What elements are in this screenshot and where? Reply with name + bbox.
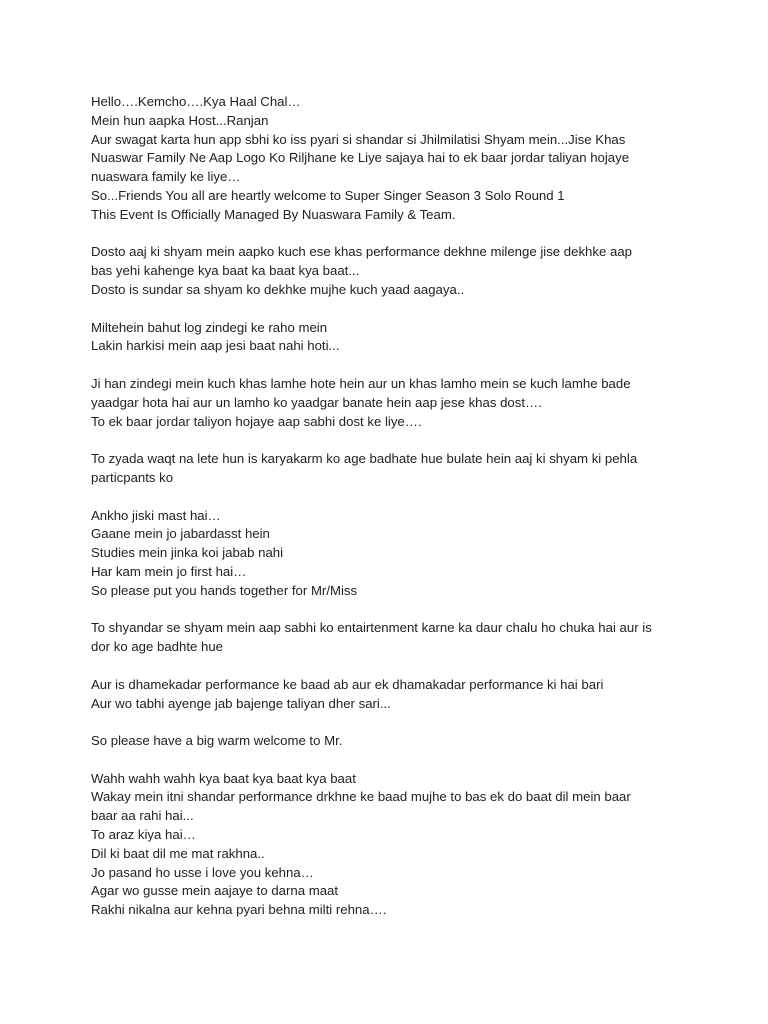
text-line: Agar wo gusse mein aajaye to darna maat xyxy=(91,883,339,899)
text-line: Studies mein jinka koi jabab nahi xyxy=(91,545,284,561)
text-line: Jo pasand ho usse i love you kehna… xyxy=(91,864,314,880)
text-line: Dil ki baat dil me mat rakhna.. xyxy=(91,845,265,861)
text-line: Rakhi nikalna aur kehna pyari behna milti rehna…. xyxy=(91,902,387,918)
text-line: Mein hun aapka Host...Ranjan xyxy=(91,112,269,128)
paragraph-shayari xyxy=(91,770,688,920)
text-line: Gaane mein jo jabardasst hein xyxy=(91,526,270,542)
text-line: Dosto aaj ki shyam mein aapko kuch ese khas performance dekhne milenge jise dekhke aap xyxy=(91,244,632,260)
text-line: bas yehi kahenge kya baat ka baat kya baat... xyxy=(91,263,360,279)
document-body xyxy=(91,93,688,920)
paragraph-dhamakadar xyxy=(91,676,688,714)
text-line: particpants ko xyxy=(91,469,174,485)
paragraph-entertainment xyxy=(91,619,688,657)
text-line: nuaswara family ke liye… xyxy=(91,169,241,185)
text-line: Lakin harkisi mein aap jesi baat nahi hoti... xyxy=(91,338,340,354)
paragraph-dosto xyxy=(91,243,688,299)
text-line: So...Friends You all are heartly welcome to Super Singer Season 3 Solo Round 1 xyxy=(91,187,565,203)
paragraph-first-participant xyxy=(91,450,688,488)
text-line: So please have a big warm welcome to Mr. xyxy=(91,733,343,749)
text-line: Wahh wahh wahh kya baat kya baat kya baat xyxy=(91,770,356,786)
text-line: Hello….Kemcho….Kya Haal Chal… xyxy=(91,94,301,109)
text-line: Aur is dhamekadar performance ke baad ab aur ek dhamakadar performance ki hai bari xyxy=(91,676,604,692)
paragraph-couplet xyxy=(91,319,688,357)
paragraph-ankho xyxy=(91,507,688,601)
paragraph-lamhe xyxy=(91,375,688,431)
text-line: Har kam mein jo first hai… xyxy=(91,563,247,579)
text-line: baar aa rahi hai... xyxy=(91,808,194,824)
text-line: Ji han zindegi mein kuch khas lamhe hote hein aur un khas lamho mein se kuch lamhe bade xyxy=(91,375,631,391)
text-line: Aur wo tabhi ayenge jab bajenge taliyan dher sari... xyxy=(91,695,391,711)
text-line: Nuaswar Family Ne Aap Logo Ko Riljhane ke Liye sajaya hai to ek baar jordar taliyan hojaye xyxy=(91,150,630,166)
paragraph-welcome xyxy=(91,732,688,751)
text-line: So please put you hands together for Mr/Miss xyxy=(91,582,358,598)
text-line: This Event Is Officially Managed By Nuaswara Family & Team. xyxy=(91,206,456,222)
text-line: To shyandar se shyam mein aap sabhi ko entairtenment karne ka daur chalu ho chuka hai aur is xyxy=(91,620,652,636)
text-line: Ankho jiski mast hai… xyxy=(91,507,221,523)
paragraph-introduction xyxy=(91,93,688,225)
text-line: Dosto is sundar sa shyam ko dekhke mujhe kuch yaad aagaya.. xyxy=(91,281,465,297)
text-line: dor ko age badhte hue xyxy=(91,639,223,655)
text-line: Aur swagat karta hun app sbhi ko iss pyari si shandar si Jhilmilatisi Shyam mein...Jise Khas xyxy=(91,131,626,147)
text-line: Wakay mein itni shandar performance drkhne ke baad mujhe to bas ek do baat dil mein baar xyxy=(91,789,631,805)
text-line: Miltehein bahut log zindegi ke raho mein xyxy=(91,319,328,335)
text-line: To zyada waqt na lete hun is karyakarm ko age badhate hue bulate hein aaj ki shyam ki pehla xyxy=(91,451,638,467)
text-line: yaadgar hota hai aur un lamho ko yaadgar banate hein aap jese khas dost…. xyxy=(91,394,542,410)
text-line: To araz kiya hai… xyxy=(91,827,196,843)
text-line: To ek baar jordar taliyon hojaye aap sabhi dost ke liye…. xyxy=(91,413,422,429)
